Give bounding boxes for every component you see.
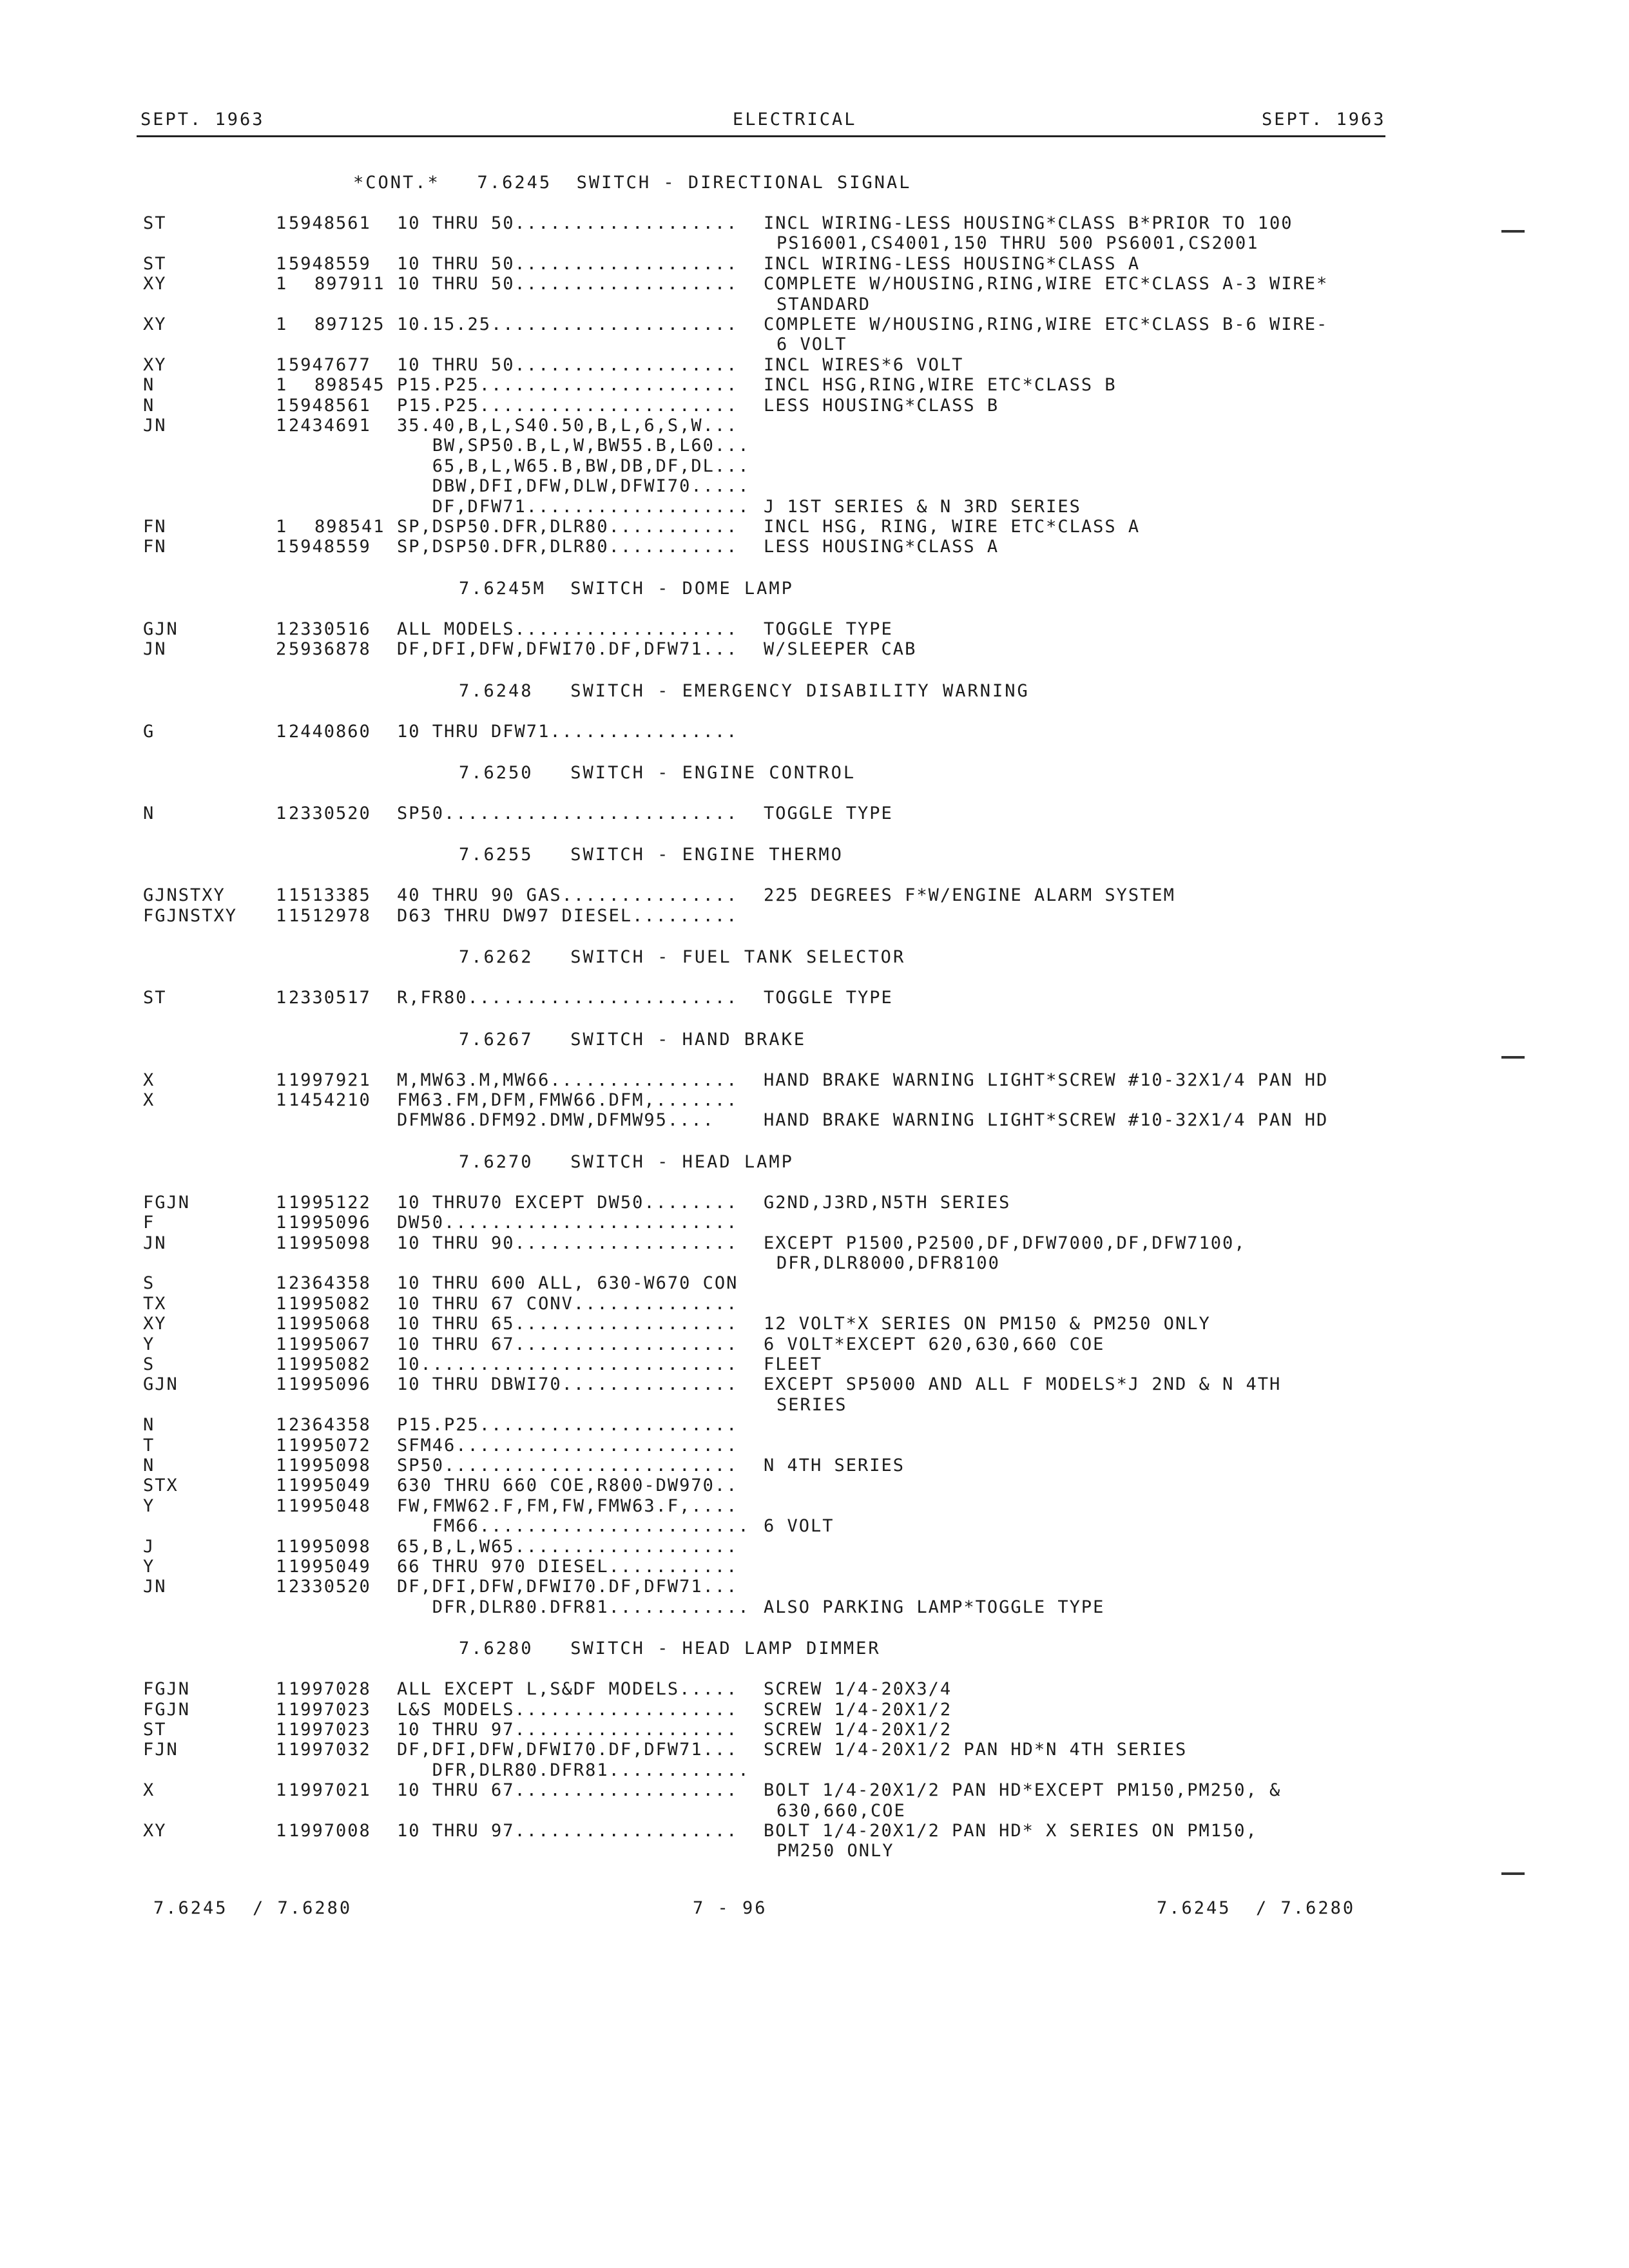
- remarks: STANDARD: [776, 294, 871, 314]
- quantity: 1: [276, 721, 288, 742]
- remarks: ALSO PARKING LAMP*TOGGLE TYPE: [764, 1597, 1105, 1617]
- part-number: 1995049: [289, 1557, 371, 1577]
- header-rule: [137, 135, 1385, 137]
- quantity: 1: [276, 274, 288, 294]
- part-number: 1995082: [289, 1293, 371, 1314]
- quantity: 1: [276, 988, 288, 1008]
- part-number: 2330520: [289, 1577, 371, 1597]
- application: 10 THRU DFW71................: [397, 721, 738, 742]
- part-number: 1995098: [289, 1456, 371, 1475]
- application: 10.15.25.....................: [397, 314, 738, 334]
- model-code: ST: [143, 253, 167, 274]
- section-title: 7.6245M SWITCH - DOME LAMP: [459, 578, 794, 599]
- model-code: S: [143, 1273, 155, 1294]
- model-code: XY: [143, 274, 167, 294]
- quantity: 1: [276, 803, 288, 823]
- quantity: 1: [276, 1415, 288, 1436]
- part-number: 1997021: [289, 1780, 371, 1801]
- remarks: TOGGLE TYPE: [764, 988, 893, 1008]
- application: 10 THRU 600 ALL, 630-W670 CON: [397, 1273, 738, 1294]
- quantity: 1: [276, 1557, 288, 1577]
- model-code: ST: [143, 1720, 167, 1740]
- part-number: 1997008: [289, 1821, 371, 1841]
- remarks: PS16001,CS4001,150 THRU 500 PS6001,CS2001: [776, 233, 1259, 254]
- part-number: 2330516: [289, 619, 371, 639]
- part-number: 1995082: [289, 1354, 371, 1374]
- application: FM66.......................: [397, 1516, 750, 1537]
- model-code: Y: [143, 1557, 155, 1577]
- remarks: COMPLETE W/HOUSING,RING,WIRE ETC*CLASS B-6 WIRE-: [764, 314, 1329, 334]
- part-number: 1997023: [289, 1720, 371, 1740]
- quantity: 1: [276, 314, 288, 334]
- remarks: HAND BRAKE WARNING LIGHT*SCREW #10-32X1/4 PAN HD: [764, 1070, 1329, 1090]
- model-code: N: [143, 803, 155, 823]
- quantity: 1: [276, 1213, 288, 1233]
- quantity: 1: [276, 1740, 288, 1760]
- model-code: FJN: [143, 1740, 178, 1760]
- application: DW50.........................: [397, 1213, 738, 1233]
- model-code: F: [143, 1213, 155, 1233]
- application: 10 THRU 90...................: [397, 1233, 738, 1253]
- remarks: J 1ST SERIES & N 3RD SERIES: [764, 496, 1081, 517]
- application: 10 THRU 97...................: [397, 1821, 738, 1841]
- section-title: 7.6267 SWITCH - HAND BRAKE: [459, 1029, 807, 1050]
- remarks: 6 VOLT*EXCEPT 620,630,660 COE: [764, 1334, 1105, 1354]
- application: 35.40,B,L,S40.50,B,L,6,S,W...: [397, 416, 738, 436]
- part-number: 1997032: [289, 1740, 371, 1760]
- remarks: 12 VOLT*X SERIES ON PM150 & PM250 ONLY: [764, 1314, 1211, 1334]
- remarks: TOGGLE TYPE: [764, 619, 893, 639]
- part-number: 1995068: [289, 1314, 371, 1334]
- application: FW,FMW62.F,FM,FW,FMW63.F,....: [397, 1495, 738, 1516]
- application: BW,SP50.B,L,W,BW55.B,L60...: [397, 436, 750, 456]
- part-number: 1995098: [289, 1536, 371, 1557]
- remarks: SCREW 1/4-20X3/4: [764, 1679, 952, 1700]
- quantity: 1: [276, 416, 288, 436]
- model-code: GJN: [143, 1374, 178, 1395]
- part-number: 1995049: [289, 1475, 371, 1496]
- quantity: 1: [276, 1495, 288, 1516]
- model-code: FGJN: [143, 1679, 191, 1700]
- quantity: 1: [276, 1070, 288, 1090]
- quantity: 1: [276, 619, 288, 639]
- model-code: FGJN: [143, 1699, 191, 1720]
- part-number: 2330517: [289, 988, 371, 1008]
- quantity: 1: [276, 1456, 288, 1475]
- remarks: PM250 ONLY: [776, 1841, 894, 1861]
- quantity: 1: [276, 1780, 288, 1801]
- application: DF,DFI,DFW,DFWI70.DF,DFW71...: [397, 1577, 738, 1597]
- application: 65,B,L,W65.B,BW,DB,DF,DL...: [397, 456, 750, 476]
- part-number: 1995122: [289, 1192, 371, 1213]
- part-number: 2330520: [289, 803, 371, 823]
- section-title: 7.6250 SWITCH - ENGINE CONTROL: [459, 763, 856, 783]
- part-number: 897125: [314, 314, 385, 334]
- model-code: GJNSTXY: [143, 885, 226, 906]
- remarks: INCL HSG,RING,WIRE ETC*CLASS B: [764, 375, 1117, 396]
- quantity: 1: [276, 1090, 288, 1110]
- remarks: 6 VOLT: [764, 1516, 834, 1537]
- remarks: INCL WIRES*6 VOLT: [764, 354, 964, 375]
- remarks: BOLT 1/4-20X1/2 PAN HD* X SERIES ON PM150,: [764, 1821, 1258, 1841]
- remarks: BOLT 1/4-20X1/2 PAN HD*EXCEPT PM150,PM250, &: [764, 1780, 1282, 1801]
- part-number: 897911: [314, 274, 385, 294]
- part-number: 5936878: [289, 639, 371, 660]
- model-code: N: [143, 395, 155, 416]
- application: 10 THRU 65...................: [397, 1314, 738, 1334]
- quantity: 1: [276, 1334, 288, 1354]
- remarks: INCL WIRING-LESS HOUSING*CLASS A: [764, 253, 1141, 274]
- model-code: XY: [143, 1821, 167, 1841]
- application: P15.P25......................: [397, 1415, 738, 1436]
- part-number: 1995072: [289, 1435, 371, 1456]
- model-code: Y: [143, 1495, 155, 1516]
- application: 630 THRU 660 COE,R800-DW970..: [397, 1475, 738, 1496]
- model-code: N: [143, 375, 155, 396]
- quantity: 2: [276, 639, 288, 660]
- application: 66 THRU 970 DIESEL...........: [397, 1557, 738, 1577]
- model-code: ST: [143, 213, 167, 233]
- quantity: 1: [276, 1821, 288, 1841]
- model-code: XY: [143, 1314, 167, 1334]
- part-number: 1995048: [289, 1495, 371, 1516]
- model-code: X: [143, 1780, 155, 1801]
- model-code: ST: [143, 988, 167, 1008]
- part-number: 1512978: [289, 905, 371, 926]
- model-code: Y: [143, 1334, 155, 1354]
- application: 10 THRU 67...................: [397, 1334, 738, 1354]
- remarks: LESS HOUSING*CLASS A: [764, 537, 999, 557]
- margin-mark: [1501, 1056, 1525, 1059]
- application: 10 THRU DBWI70...............: [397, 1374, 738, 1395]
- model-code: T: [143, 1435, 155, 1456]
- remarks: G2ND,J3RD,N5TH SERIES: [764, 1192, 1011, 1213]
- section-title: 7.6255 SWITCH - ENGINE THERMO: [459, 845, 843, 865]
- part-number: 1997028: [289, 1679, 371, 1700]
- application: R,FR80.......................: [397, 988, 738, 1008]
- application: DF,DFI,DFW,DFWI70.DF,DFW71...: [397, 1740, 738, 1760]
- application: P15.P25......................: [397, 375, 738, 396]
- application: SP,DSP50.DFR,DLR80...........: [397, 537, 738, 557]
- application: 10 THRU 50...................: [397, 274, 738, 294]
- application: ALL EXCEPT L,S&DF MODELS.....: [397, 1679, 738, 1700]
- remarks: SCREW 1/4-20X1/2 PAN HD*N 4TH SERIES: [764, 1740, 1188, 1760]
- application: DF,DFI,DFW,DFWI70.DF,DFW71...: [397, 639, 738, 660]
- remarks: 630,660,COE: [776, 1800, 906, 1821]
- part-number: 898541: [314, 517, 385, 537]
- model-code: TX: [143, 1293, 167, 1314]
- part-number: 2364358: [289, 1273, 371, 1294]
- application: FM63.FM,DFM,FMW66.DFM,.......: [397, 1090, 738, 1110]
- model-code: JN: [143, 1577, 167, 1597]
- application: 10 THRU 50...................: [397, 253, 738, 274]
- application: 10...........................: [397, 1354, 738, 1374]
- application: 40 THRU 90 GAS...............: [397, 885, 738, 906]
- part-number: 5948561: [289, 395, 371, 416]
- quantity: 1: [276, 213, 288, 233]
- application: DFMW86.DFM92.DMW,DFMW95....: [397, 1110, 715, 1131]
- header-title: ELECTRICAL: [733, 110, 857, 130]
- model-code: S: [143, 1354, 155, 1374]
- quantity: 1: [276, 354, 288, 375]
- part-number: 5948559: [289, 537, 371, 557]
- quantity: 1: [276, 1192, 288, 1213]
- application: L&S MODELS...................: [397, 1699, 738, 1720]
- model-code: J: [143, 1536, 155, 1557]
- application: 65,B,L,W65...................: [397, 1536, 738, 1557]
- section-title: *CONT.* 7.6245 SWITCH - DIRECTIONAL SIGNAL: [353, 173, 912, 193]
- application: 10 THRU 50...................: [397, 213, 738, 233]
- part-number: 898545: [314, 375, 385, 396]
- application: SP50.........................: [397, 1456, 738, 1475]
- part-number: 5947677: [289, 354, 371, 375]
- remarks: DFR,DLR8000,DFR8100: [776, 1253, 1000, 1273]
- model-code: GJN: [143, 619, 178, 639]
- quantity: 1: [276, 1354, 288, 1374]
- remarks: W/SLEEPER CAB: [764, 639, 917, 660]
- remarks: COMPLETE W/HOUSING,RING,WIRE ETC*CLASS A-3 WIRE*: [764, 274, 1329, 294]
- application: DFR,DLR80.DFR81............: [397, 1760, 750, 1780]
- quantity: 1: [276, 1577, 288, 1597]
- application: ALL MODELS...................: [397, 619, 738, 639]
- model-code: FN: [143, 537, 167, 557]
- part-number: 1513385: [289, 885, 371, 906]
- quantity: 1: [276, 1233, 288, 1253]
- model-code: FN: [143, 517, 167, 537]
- remarks: INCL HSG, RING, WIRE ETC*CLASS A: [764, 517, 1141, 537]
- remarks: EXCEPT P1500,P2500,DF,DFW7000,DF,DFW7100,: [764, 1233, 1246, 1253]
- quantity: 1: [276, 1679, 288, 1700]
- quantity: 1: [276, 517, 288, 537]
- part-number: 1995067: [289, 1334, 371, 1354]
- model-code: FGJN: [143, 1192, 191, 1213]
- quantity: 1: [276, 905, 288, 926]
- part-number: 1995098: [289, 1233, 371, 1253]
- quantity: 1: [276, 1374, 288, 1395]
- application: 10 THRU 67...................: [397, 1780, 738, 1801]
- remarks: INCL WIRING-LESS HOUSING*CLASS B*PRIOR TO 100: [764, 213, 1293, 233]
- application: 10 THRU70 EXCEPT DW50........: [397, 1192, 738, 1213]
- quantity: 1: [276, 1293, 288, 1314]
- remarks: EXCEPT SP5000 AND ALL F MODELS*J 2ND & N 4TH: [764, 1374, 1282, 1395]
- part-number: 1995096: [289, 1213, 371, 1233]
- section-title: 7.6248 SWITCH - EMERGENCY DISABILITY WARNING: [459, 680, 1030, 701]
- model-code: FGJNSTXY: [143, 905, 238, 926]
- application: DF,DFW71...................: [397, 496, 750, 517]
- application: P15.P25......................: [397, 395, 738, 416]
- part-number: 5948559: [289, 253, 371, 274]
- model-code: XY: [143, 314, 167, 334]
- application: D63 THRU DW97 DIESEL.........: [397, 905, 738, 926]
- application: DFR,DLR80.DFR81............: [397, 1597, 750, 1617]
- remarks: N 4TH SERIES: [764, 1456, 905, 1475]
- part-number: 1997921: [289, 1070, 371, 1090]
- remarks: 6 VOLT: [776, 334, 847, 355]
- section-title: 7.6270 SWITCH - HEAD LAMP: [459, 1151, 794, 1172]
- model-code: N: [143, 1415, 155, 1436]
- section-title: 7.6280 SWITCH - HEAD LAMP DIMMER: [459, 1639, 881, 1659]
- model-code: X: [143, 1070, 155, 1090]
- quantity: 1: [276, 1435, 288, 1456]
- application: SFM46........................: [397, 1435, 738, 1456]
- footer-left-range: 7.6245 / 7.6280: [153, 1898, 352, 1918]
- model-code: JN: [143, 639, 167, 660]
- quantity: 1: [276, 1314, 288, 1334]
- quantity: 1: [276, 395, 288, 416]
- application: SP50.........................: [397, 803, 738, 823]
- model-code: X: [143, 1090, 155, 1110]
- quantity: 1: [276, 1536, 288, 1557]
- quantity: 1: [276, 375, 288, 396]
- model-code: STX: [143, 1475, 178, 1496]
- application: M,MW63.M,MW66................: [397, 1070, 738, 1090]
- part-number: 5948561: [289, 213, 371, 233]
- model-code: JN: [143, 1233, 167, 1253]
- remarks: LESS HOUSING*CLASS B: [764, 395, 999, 416]
- model-code: XY: [143, 354, 167, 375]
- remarks: TOGGLE TYPE: [764, 803, 893, 823]
- part-number: 2440860: [289, 721, 371, 742]
- model-code: JN: [143, 416, 167, 436]
- part-number: 1454210: [289, 1090, 371, 1110]
- quantity: 1: [276, 253, 288, 274]
- application: 10 THRU 50...................: [397, 354, 738, 375]
- margin-mark: [1501, 230, 1525, 233]
- model-code: G: [143, 721, 155, 742]
- model-code: N: [143, 1456, 155, 1475]
- application: SP,DSP50.DFR,DLR80...........: [397, 517, 738, 537]
- quantity: 1: [276, 1475, 288, 1496]
- remarks: HAND BRAKE WARNING LIGHT*SCREW #10-32X1/4 PAN HD: [764, 1110, 1329, 1131]
- part-number: 2434691: [289, 416, 371, 436]
- margin-mark: [1501, 1872, 1525, 1875]
- application: 10 THRU 97...................: [397, 1720, 738, 1740]
- quantity: 1: [276, 1720, 288, 1740]
- header-right-date: SEPT. 1963: [1262, 110, 1386, 130]
- remarks: SERIES: [776, 1394, 847, 1415]
- quantity: 1: [276, 885, 288, 906]
- part-number: 1995096: [289, 1374, 371, 1395]
- remarks: SCREW 1/4-20X1/2: [764, 1720, 952, 1740]
- part-number: 1997023: [289, 1699, 371, 1720]
- application: DBW,DFI,DFW,DLW,DFWI70.....: [397, 476, 750, 497]
- quantity: 1: [276, 1699, 288, 1720]
- quantity: 1: [276, 537, 288, 557]
- footer-right-range: 7.6245 / 7.6280: [1157, 1898, 1356, 1918]
- footer-page-number: 7 - 96: [693, 1898, 767, 1918]
- quantity: 1: [276, 1273, 288, 1294]
- application: 10 THRU 67 CONV..............: [397, 1293, 738, 1314]
- header-left-date: SEPT. 1963: [140, 110, 265, 130]
- part-number: 2364358: [289, 1415, 371, 1436]
- remarks: FLEET: [764, 1354, 823, 1374]
- remarks: 225 DEGREES F*W/ENGINE ALARM SYSTEM: [764, 885, 1175, 906]
- remarks: SCREW 1/4-20X1/2: [764, 1699, 952, 1720]
- section-title: 7.6262 SWITCH - FUEL TANK SELECTOR: [459, 947, 906, 968]
